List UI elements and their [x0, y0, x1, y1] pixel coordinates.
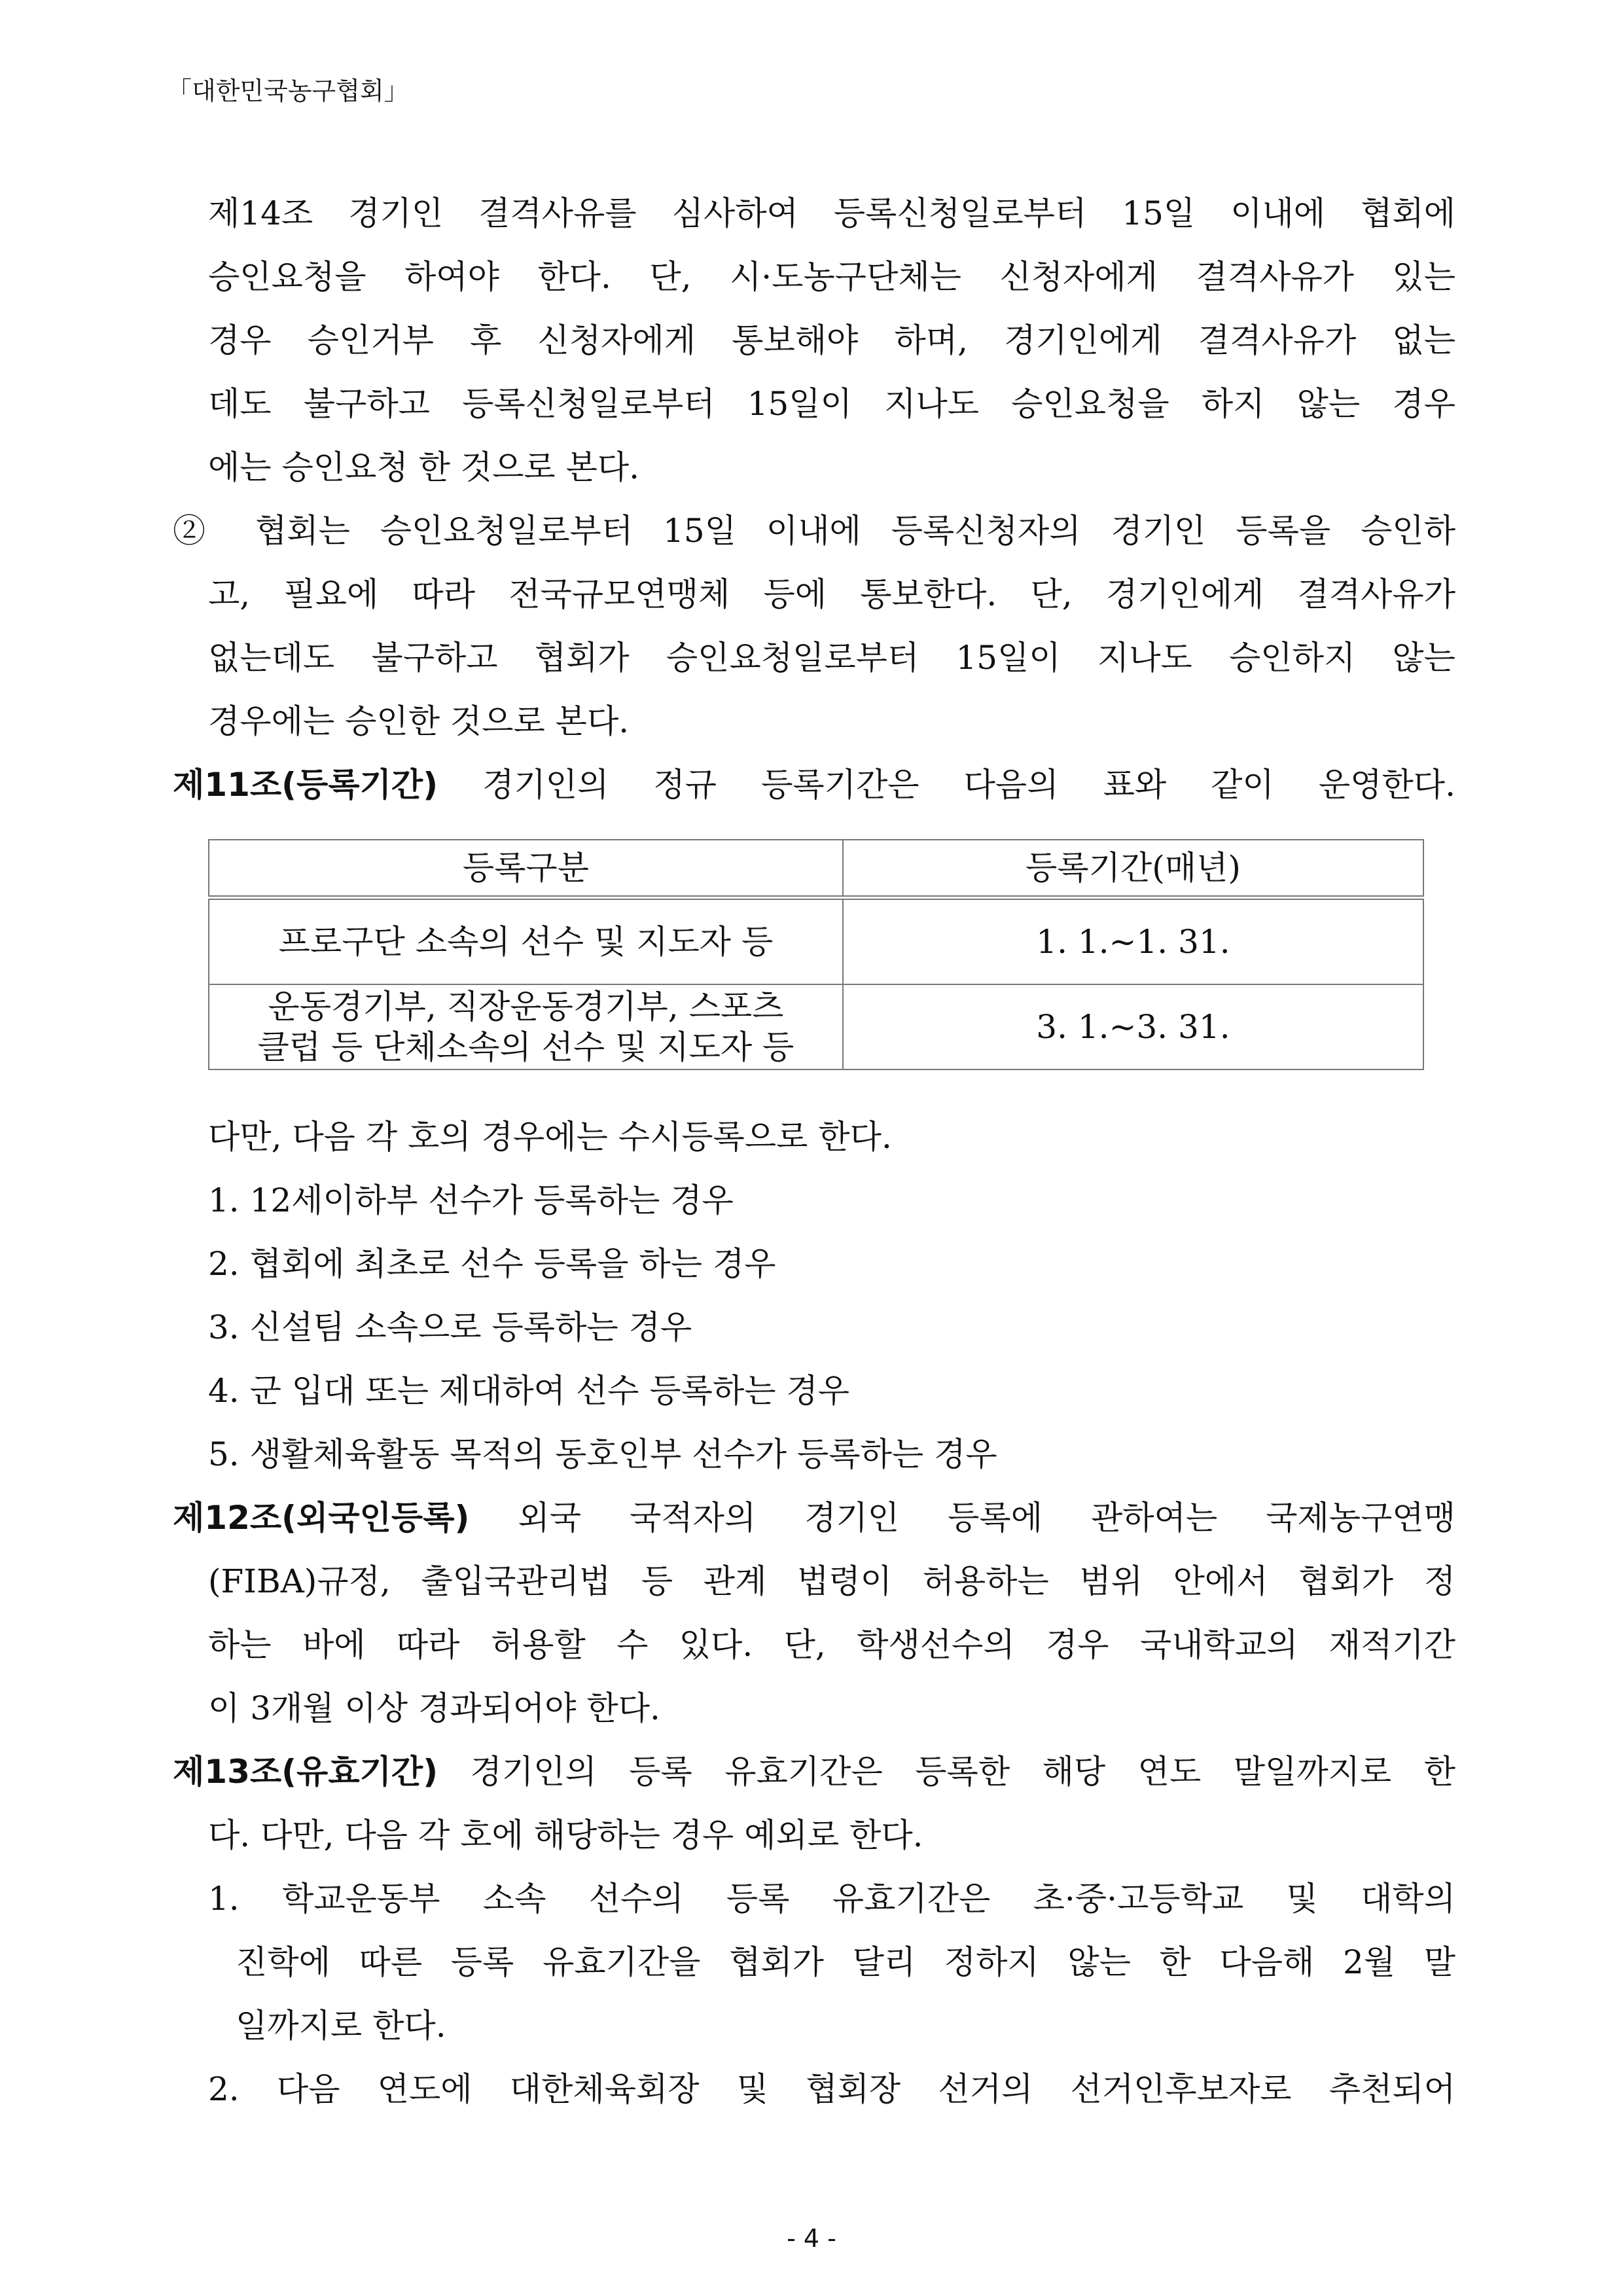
- line-text: (FIBA)규정, 출입국관리법 등 관계 법령이 허용하는 범위 안에서 협회가 정: [208, 1562, 1455, 1600]
- text-line: [208, 1625, 1455, 1664]
- line-text: 데도 불구하고 등록신청일로부터 15일이 지나도 승인요청을 하지 않는 경우: [208, 385, 1455, 423]
- article-heading-line: [173, 1498, 1455, 1537]
- text-line: [236, 1943, 1455, 1982]
- line-text: 3. 신설팀 소속으로 등록하는 경우: [208, 1308, 692, 1346]
- text-line: [236, 2006, 446, 2045]
- registration-period-table: [208, 839, 1424, 1070]
- text-line: [208, 1689, 660, 1728]
- line-text: 1. 학교운동부 소속 선수의 등록 유효기간은 초·중·고등학교 및 대학의: [208, 1880, 1455, 1918]
- article-heading-line: [173, 765, 1455, 804]
- line-text: 일까지로 한다.: [236, 2007, 446, 2045]
- text-line: [208, 321, 1455, 360]
- document-header: 「대한민국농구협회」: [167, 77, 409, 105]
- line-text: 경우 승인거부 후 신청자에게 통보해야 하며, 경기인에게 결격사유가 없는: [208, 321, 1455, 359]
- table-row: [209, 984, 1423, 1069]
- line-text: 제14조 경기인 결격사유를 심사하여 등록신청일로부터 15일 이내에 협회에: [208, 194, 1455, 232]
- line-text: 승인요청을 하여야 한다. 단, 시·도농구단체는 신청자에게 결격사유가 있는: [208, 258, 1455, 296]
- text-line: [208, 1181, 734, 1220]
- line-text: 이 3개월 이상 경과되어야 한다.: [208, 1689, 660, 1727]
- line-text: 2. 다음 연도에 대한체육회장 및 협회장 선거의 선거인후보자로 추천되어: [208, 2070, 1455, 2108]
- line-text: 2. 협회에 최초로 선수 등록을 하는 경우: [208, 1245, 776, 1283]
- text-line: [208, 638, 1455, 677]
- text-line: [208, 702, 629, 741]
- table-header-period: 등록기간(매년): [843, 840, 1423, 898]
- line-text: 에는 승인요청 한 것으로 본다.: [208, 448, 640, 486]
- line-text: 없는데도 불구하고 협회가 승인요청일로부터 15일이 지나도 승인하지 않는: [208, 639, 1455, 677]
- line-text: 경우에는 승인한 것으로 본다.: [208, 702, 630, 740]
- line-text: 진학에 따른 등록 유효기간을 협회가 달리 정하지 않는 한 다음해 2월 말: [236, 1943, 1455, 1981]
- text-line: [208, 1562, 1455, 1601]
- line-text: 1. 12세이하부 선수가 등록하는 경우: [208, 1181, 734, 1219]
- line-text: ② 협회는 승인요청일로부터 15일 이내에 등록신청자의 경기인 등록을 승인하: [173, 512, 1455, 550]
- line-text: 5. 생활체육활동 목적의 동호인부 선수가 등록하는 경우: [208, 1435, 997, 1473]
- line-text: 하는 바에 따라 허용할 수 있다. 단, 학생선수의 경우 국내학교의 재적기간: [208, 1626, 1455, 1664]
- article-title: 제11조(등록기간): [173, 766, 438, 804]
- article-title: 제12조(외국인등록): [173, 1499, 470, 1537]
- text-line: [208, 1435, 997, 1474]
- article-heading-line: [173, 1752, 1455, 1791]
- text-line: [208, 1879, 1455, 1918]
- line-text: 고, 필요에 따라 전국규모연맹체 등에 통보한다. 단, 경기인에게 결격사유가: [208, 575, 1455, 613]
- line-text: 경기인의 정규 등록기간은 다음의 표와 같이 운영한다.: [438, 766, 1455, 804]
- table-cell-category: 프로구단 소속의 선수 및 지도자 등: [209, 898, 843, 985]
- line-text: 다만, 다음 각 호의 경우에는 수시등록으로 한다.: [208, 1118, 892, 1156]
- table-header-row: [209, 840, 1423, 898]
- text-line: [208, 448, 639, 487]
- table-cell-category: 운동경기부, 직장운동경기부, 스포츠 클럽 등 단체소속의 선수 및 지도자 등: [209, 984, 843, 1069]
- text-line: [208, 1308, 692, 1347]
- article-title: 제13조(유효기간): [173, 1753, 438, 1791]
- line-text: 외국 국적자의 경기인 등록에 관하여는 국제농구연맹: [469, 1499, 1455, 1537]
- text-line: [208, 1117, 892, 1157]
- text-line: [208, 2070, 1455, 2109]
- text-line: [208, 575, 1455, 614]
- text-line: [173, 511, 1455, 550]
- table-cell-period: 3. 1.~3. 31.: [843, 984, 1423, 1069]
- text-line: [208, 1816, 923, 1855]
- table-header-category: 등록구분: [209, 840, 843, 898]
- text-line: [208, 384, 1455, 423]
- line-text: 4. 군 입대 또는 제대하여 선수 등록하는 경우: [208, 1372, 850, 1410]
- text-line: [208, 257, 1455, 296]
- text-line: [208, 1244, 776, 1283]
- line-text: 다. 다만, 다음 각 호에 해당하는 경우 예외로 한다.: [208, 1816, 923, 1854]
- text-line: [208, 194, 1455, 233]
- table-row: [209, 898, 1423, 985]
- line-text: 경기인의 등록 유효기간은 등록한 해당 연도 말일까지로 한: [438, 1753, 1455, 1791]
- page-number: - 4 -: [787, 2224, 836, 2253]
- text-line: [208, 1371, 849, 1410]
- table-cell-period: 1. 1.~1. 31.: [843, 898, 1423, 985]
